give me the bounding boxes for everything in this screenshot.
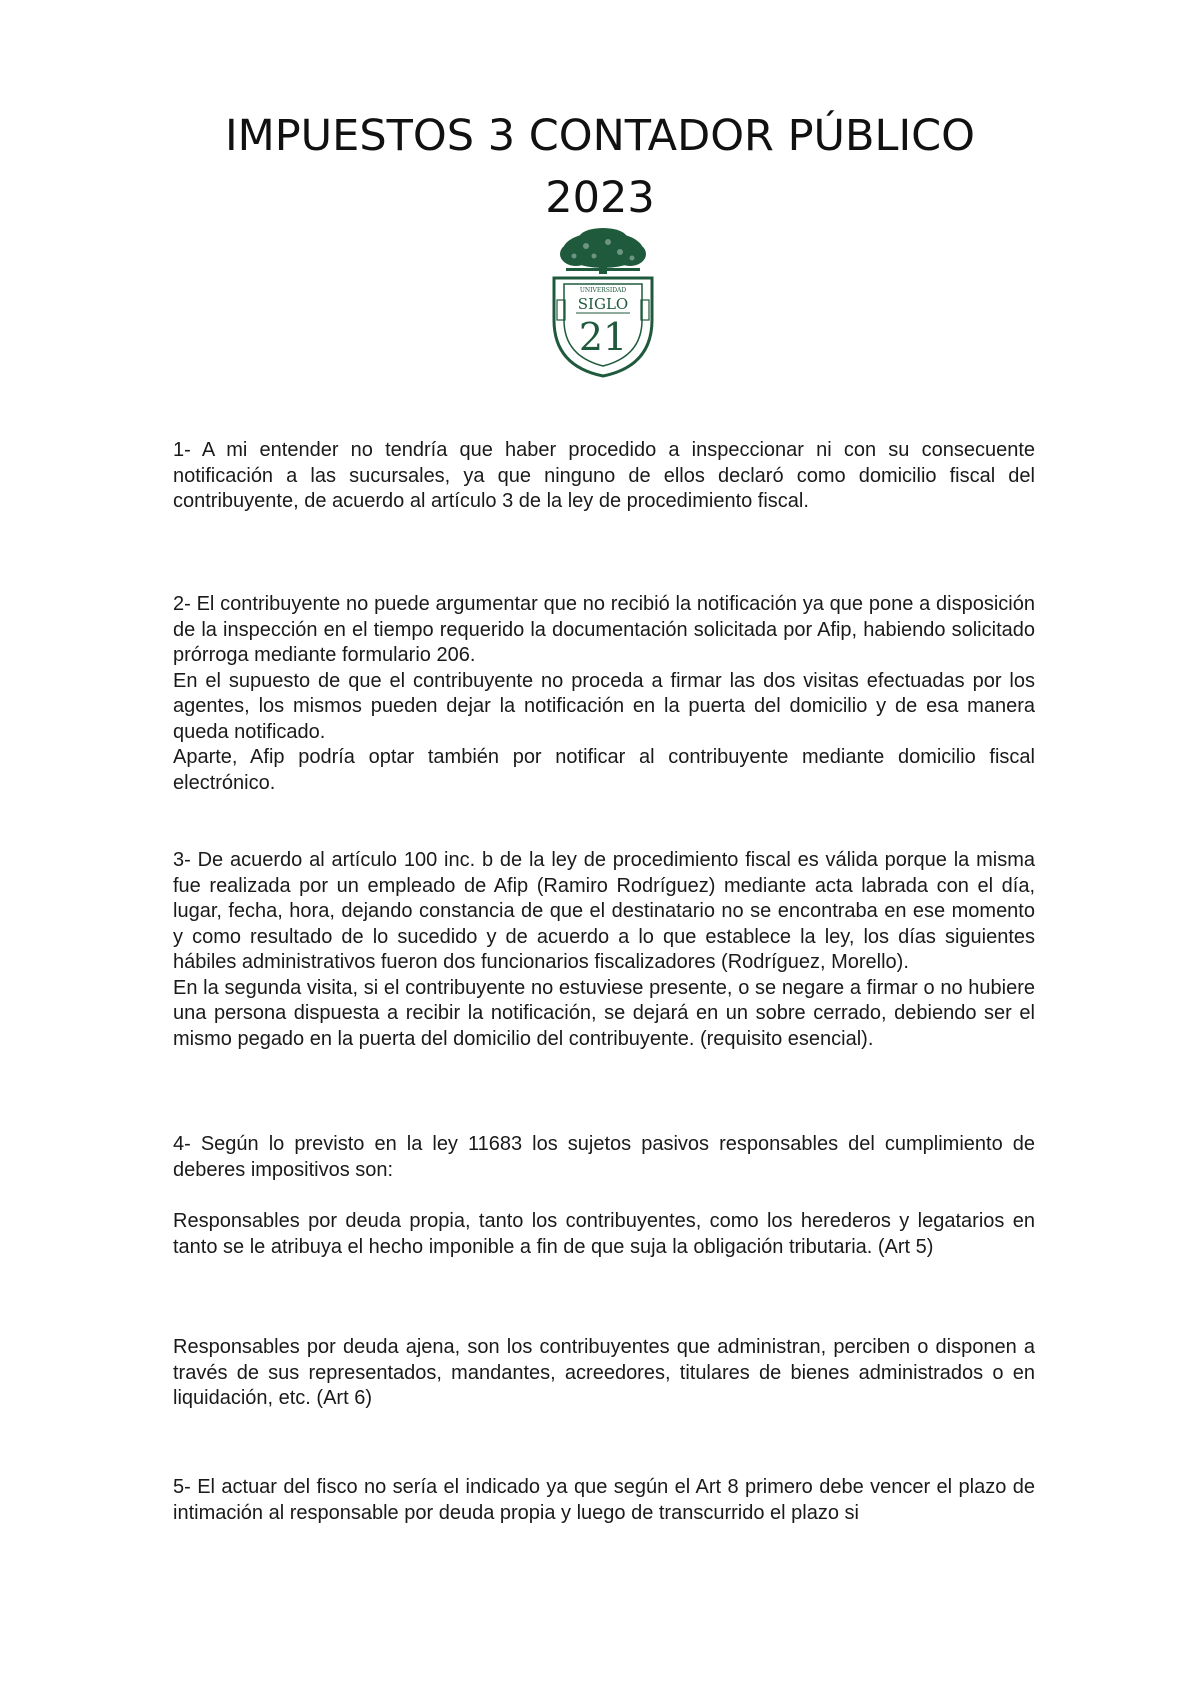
paragraph-2b: En el supuesto de que el contribuyente no proceda a firmar las dos visitas efectuadas por los agentes, los mismos pueden dejar la notificación en la puerta del domicilio y de esa manera queda notificado. — [173, 669, 1035, 743]
paragraph-3a: 3- De acuerdo al artículo 100 inc. b de la ley de procedimiento fiscal es válida porque la misma fue realizada por un empleado de Afip (Ramiro Rodríguez) mediante acta labrada con el día, lugar, fecha, hora, dejando constancia de que el destinatario no se encontraba en ese momento y como resultado de lo sucedido y de acuerdo a lo que establece la ley, los días siguientes hábiles administrativos fueron dos funcionarios fiscalizadores (Rodríguez, Morello). — [173, 849, 1035, 973]
document-title: IMPUESTOS 3 CONTADOR PÚBLICO — [224, 111, 976, 161]
logo-name: SIGLO — [577, 295, 629, 313]
paragraph-1: 1- A mi entender no tendría que haber procedido a inspeccionar ni con su consecuente notificación a las sucursales, ya que ninguno de ellos declaró como domicilio fiscal del contribuyente, de acuerdo al artículo 3 de la ley de procedimiento fiscal. — [173, 439, 1035, 512]
paragraph-6: Responsables por deuda ajena, son los contribuyentes que administran, perciben o disponen a través de sus representados, mandantes, acreedores, titulares de bienes administrados o en liquidación, etc. (Art 6) — [173, 1336, 1035, 1409]
answer-5 — [173, 1475, 1035, 1526]
answer-4-own-debt — [173, 1209, 1035, 1260]
answer-4-third-party-debt — [173, 1335, 1035, 1412]
document-year: 2023 — [545, 173, 655, 223]
answer-2 — [173, 592, 1035, 796]
paragraph-3b: En la segunda visita, si el contribuyente no estuviese presente, o se negare a firmar o no hubiere una persona dispuesta a recibir la notificación, se dejará en un sobre cerrado, debiendo ser el mismo pegado en la puerta del domicilio del contribuyente. (requisito esencial). — [173, 976, 1035, 1050]
answer-3 — [173, 848, 1035, 1052]
logo-number: 21 — [578, 315, 628, 359]
answer-1 — [173, 438, 1035, 515]
paragraph-5: Responsables por deuda propia, tanto los contribuyentes, como los herederos y legatarios en tanto se le atribuya el hecho imponible a fin de que suja la obligación tributaria. (Art 5) — [173, 1210, 1035, 1258]
university-siglo-21-crest-icon — [546, 228, 660, 380]
logo-top-text: UNIVERSIDAD — [579, 287, 627, 294]
paragraph-4: 4- Según lo previsto en la ley 11683 los sujetos pasivos responsables del cumplimiento de deberes impositivos son: — [173, 1133, 1035, 1181]
paragraph-7: 5- El actuar del fisco no sería el indicado ya que según el Art 8 primero debe vencer el plazo de intimación al responsable por deuda propia y luego de transcurrido el plazo si — [173, 1476, 1035, 1524]
answer-4 — [173, 1132, 1035, 1183]
paragraph-2a: 2- El contribuyente no puede argumentar que no recibió la notificación ya que pone a disposición de la inspección en el tiempo requerido la documentación solicitada por Afip, habiendo solicitado prórroga mediante formulario 206. — [173, 593, 1035, 666]
paragraph-2c: Aparte, Afip podría optar también por notificar al contribuyente mediante domicilio fiscal electrónico. — [173, 746, 1035, 794]
